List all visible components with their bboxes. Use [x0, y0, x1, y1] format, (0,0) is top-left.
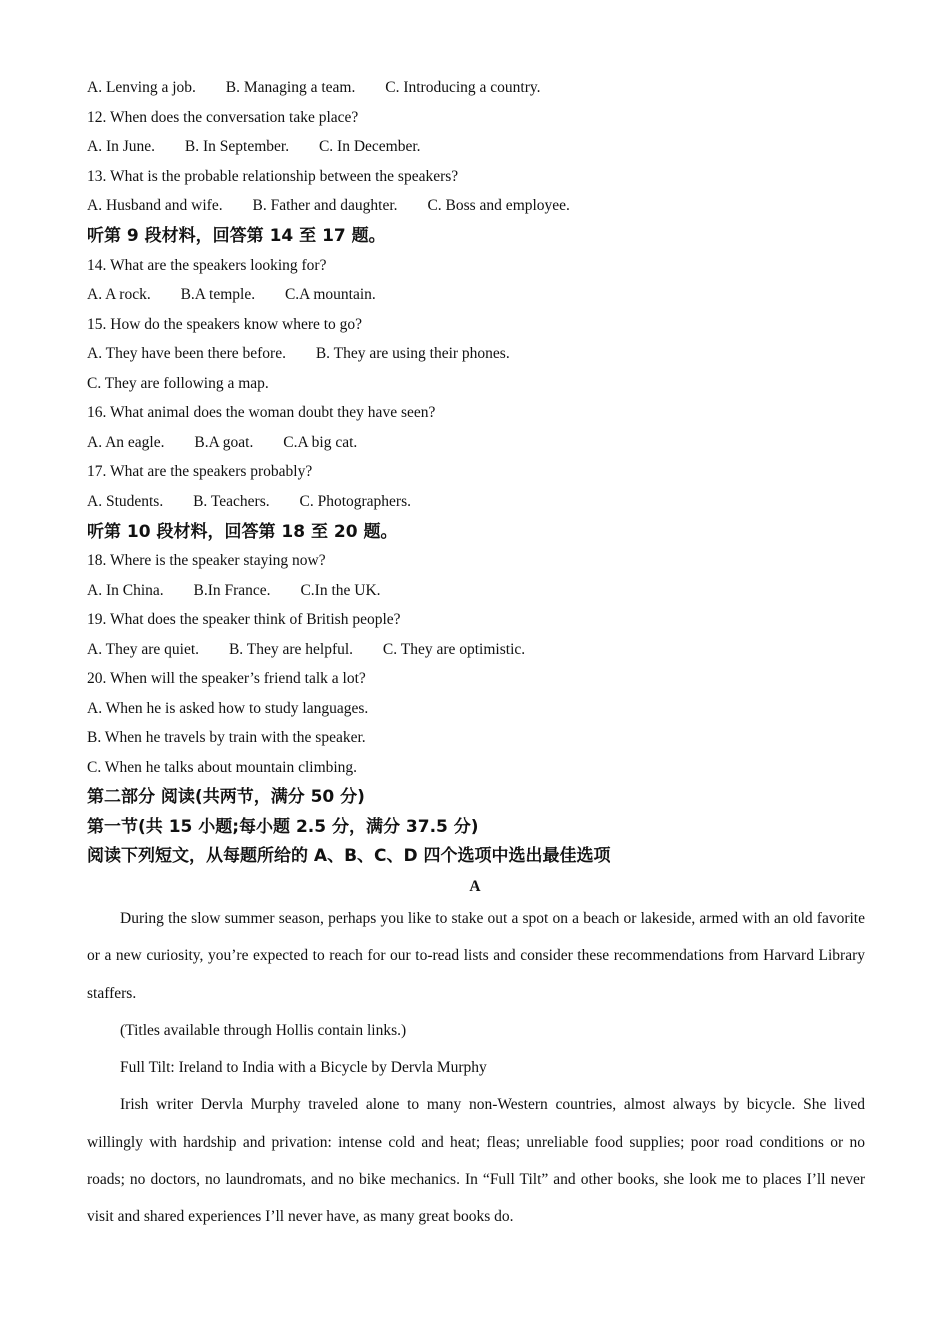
q19-option-c: C. They are optimistic. — [382, 641, 526, 658]
q19-option-a: A. They are quiet. — [87, 641, 200, 658]
q12-option-c: C. In December. — [318, 138, 421, 155]
q19-option-b: B. They are helpful. — [228, 641, 354, 658]
q15-option-c: C. They are following a map. — [87, 375, 269, 392]
q16-option-c: C.A big cat. — [283, 434, 358, 451]
q17-stem: 17. What are the speakers probably? — [87, 463, 313, 480]
q14-options — [87, 285, 376, 305]
q15-option-b: B. They are using their phones. — [315, 345, 510, 362]
q12-option-a: A. In June. — [87, 138, 156, 155]
q16-option-b: B.A goat. — [194, 434, 254, 451]
q14-stem: 14. What are the speakers looking for? — [87, 257, 327, 274]
part-2-title: 第二部分 阅读(共两节，满分 50 分) — [87, 787, 365, 807]
q11-option-a: A. Lenving a job. — [87, 79, 196, 96]
passage-letter: A — [469, 878, 481, 895]
q17-options — [87, 492, 411, 512]
q17-option-b: B. Teachers. — [193, 493, 270, 510]
q14-option-a: A. A rock. — [87, 286, 151, 303]
q12-stem: 12. When does the conversation take place? — [87, 109, 359, 126]
passage-paragraph-1: During the slow summer season, perhaps you like to stake out a spot on a beach or lakeside, armed with an old favorite or a new curiosity, you’re expected to reach for our to-read lists and consider these recommendations from Harvard Library staffers. — [87, 910, 865, 1002]
q14-option-b: B.A temple. — [180, 286, 256, 303]
part-2-instruction: 阅读下列短文，从每题所给的 A、B、C、D 四个选项中选出最佳选项 — [87, 846, 611, 866]
section-10-heading: 听第 10 段材料，回答第 18 至 20 题。 — [87, 522, 398, 542]
q18-options — [87, 581, 381, 601]
q20-option-c: C. When he talks about mountain climbing. — [87, 759, 358, 776]
q13-option-c: C. Boss and employee. — [427, 197, 570, 214]
q15-options — [87, 344, 510, 364]
q16-option-a: A. An eagle. — [87, 434, 165, 451]
q11-option-c: C. Introducing a country. — [385, 79, 541, 96]
q13-option-a: A. Husband and wife. — [87, 197, 223, 214]
q19-stem: 19. What does the speaker think of British people? — [87, 611, 401, 628]
q15-option-a: A. They have been there before. — [87, 345, 286, 362]
q14-option-c: C.A mountain. — [284, 286, 376, 303]
q20-option-b: B. When he travels by train with the speaker. — [87, 729, 366, 746]
passage-paragraph-2: (Titles available through Hollis contain links.) — [120, 1021, 407, 1039]
q18-option-a: A. In China. — [87, 582, 164, 599]
q13-stem: 13. What is the probable relationship between the speakers? — [87, 168, 459, 185]
q13-option-b: B. Father and daughter. — [252, 197, 398, 214]
q16-options — [87, 433, 357, 453]
q15-stem: 15. How do the speakers know where to go? — [87, 316, 363, 333]
q19-options — [87, 640, 525, 660]
q18-stem: 18. Where is the speaker staying now? — [87, 552, 326, 569]
q13-options — [87, 196, 570, 216]
q17-option-a: A. Students. — [87, 493, 164, 510]
q11-options — [87, 78, 541, 98]
q12-options — [87, 137, 421, 157]
q20-option-a: A. When he is asked how to study languages. — [87, 700, 369, 717]
q11-option-b: B. Managing a team. — [225, 79, 356, 96]
q17-option-c: C. Photographers. — [299, 493, 412, 510]
passage-paragraph-3: Irish writer Dervla Murphy traveled alone to many non-Western countries, almost always by bicycle. She lived willingly with hardship and privation: intense cold and heat; fleas; unreliable food supplies; poor road conditions or no roads; no doctors, no laundromats, and no bike mechanics. In “Full Tilt” and other books, she look me to places I’ll never visit and shared experiences I’ll never have, as many great books do. — [87, 1096, 865, 1226]
part-2-section-1: 第一节(共 15 小题;每小题 2.5 分，满分 37.5 分) — [87, 817, 479, 837]
q12-option-b: B. In September. — [184, 138, 290, 155]
q16-stem: 16. What animal does the woman doubt they have seen? — [87, 404, 436, 421]
section-9-heading: 听第 9 段材料，回答第 14 至 17 题。 — [87, 226, 386, 246]
q18-option-c: C.In the UK. — [300, 582, 381, 599]
passage-book-title: Full Tilt: Ireland to India with a Bicycle by Dervla Murphy — [120, 1059, 487, 1077]
passage-body — [87, 900, 865, 1236]
q20-stem: 20. When will the speaker’s friend talk a lot? — [87, 670, 366, 687]
q18-option-b: B.In France. — [193, 582, 271, 599]
